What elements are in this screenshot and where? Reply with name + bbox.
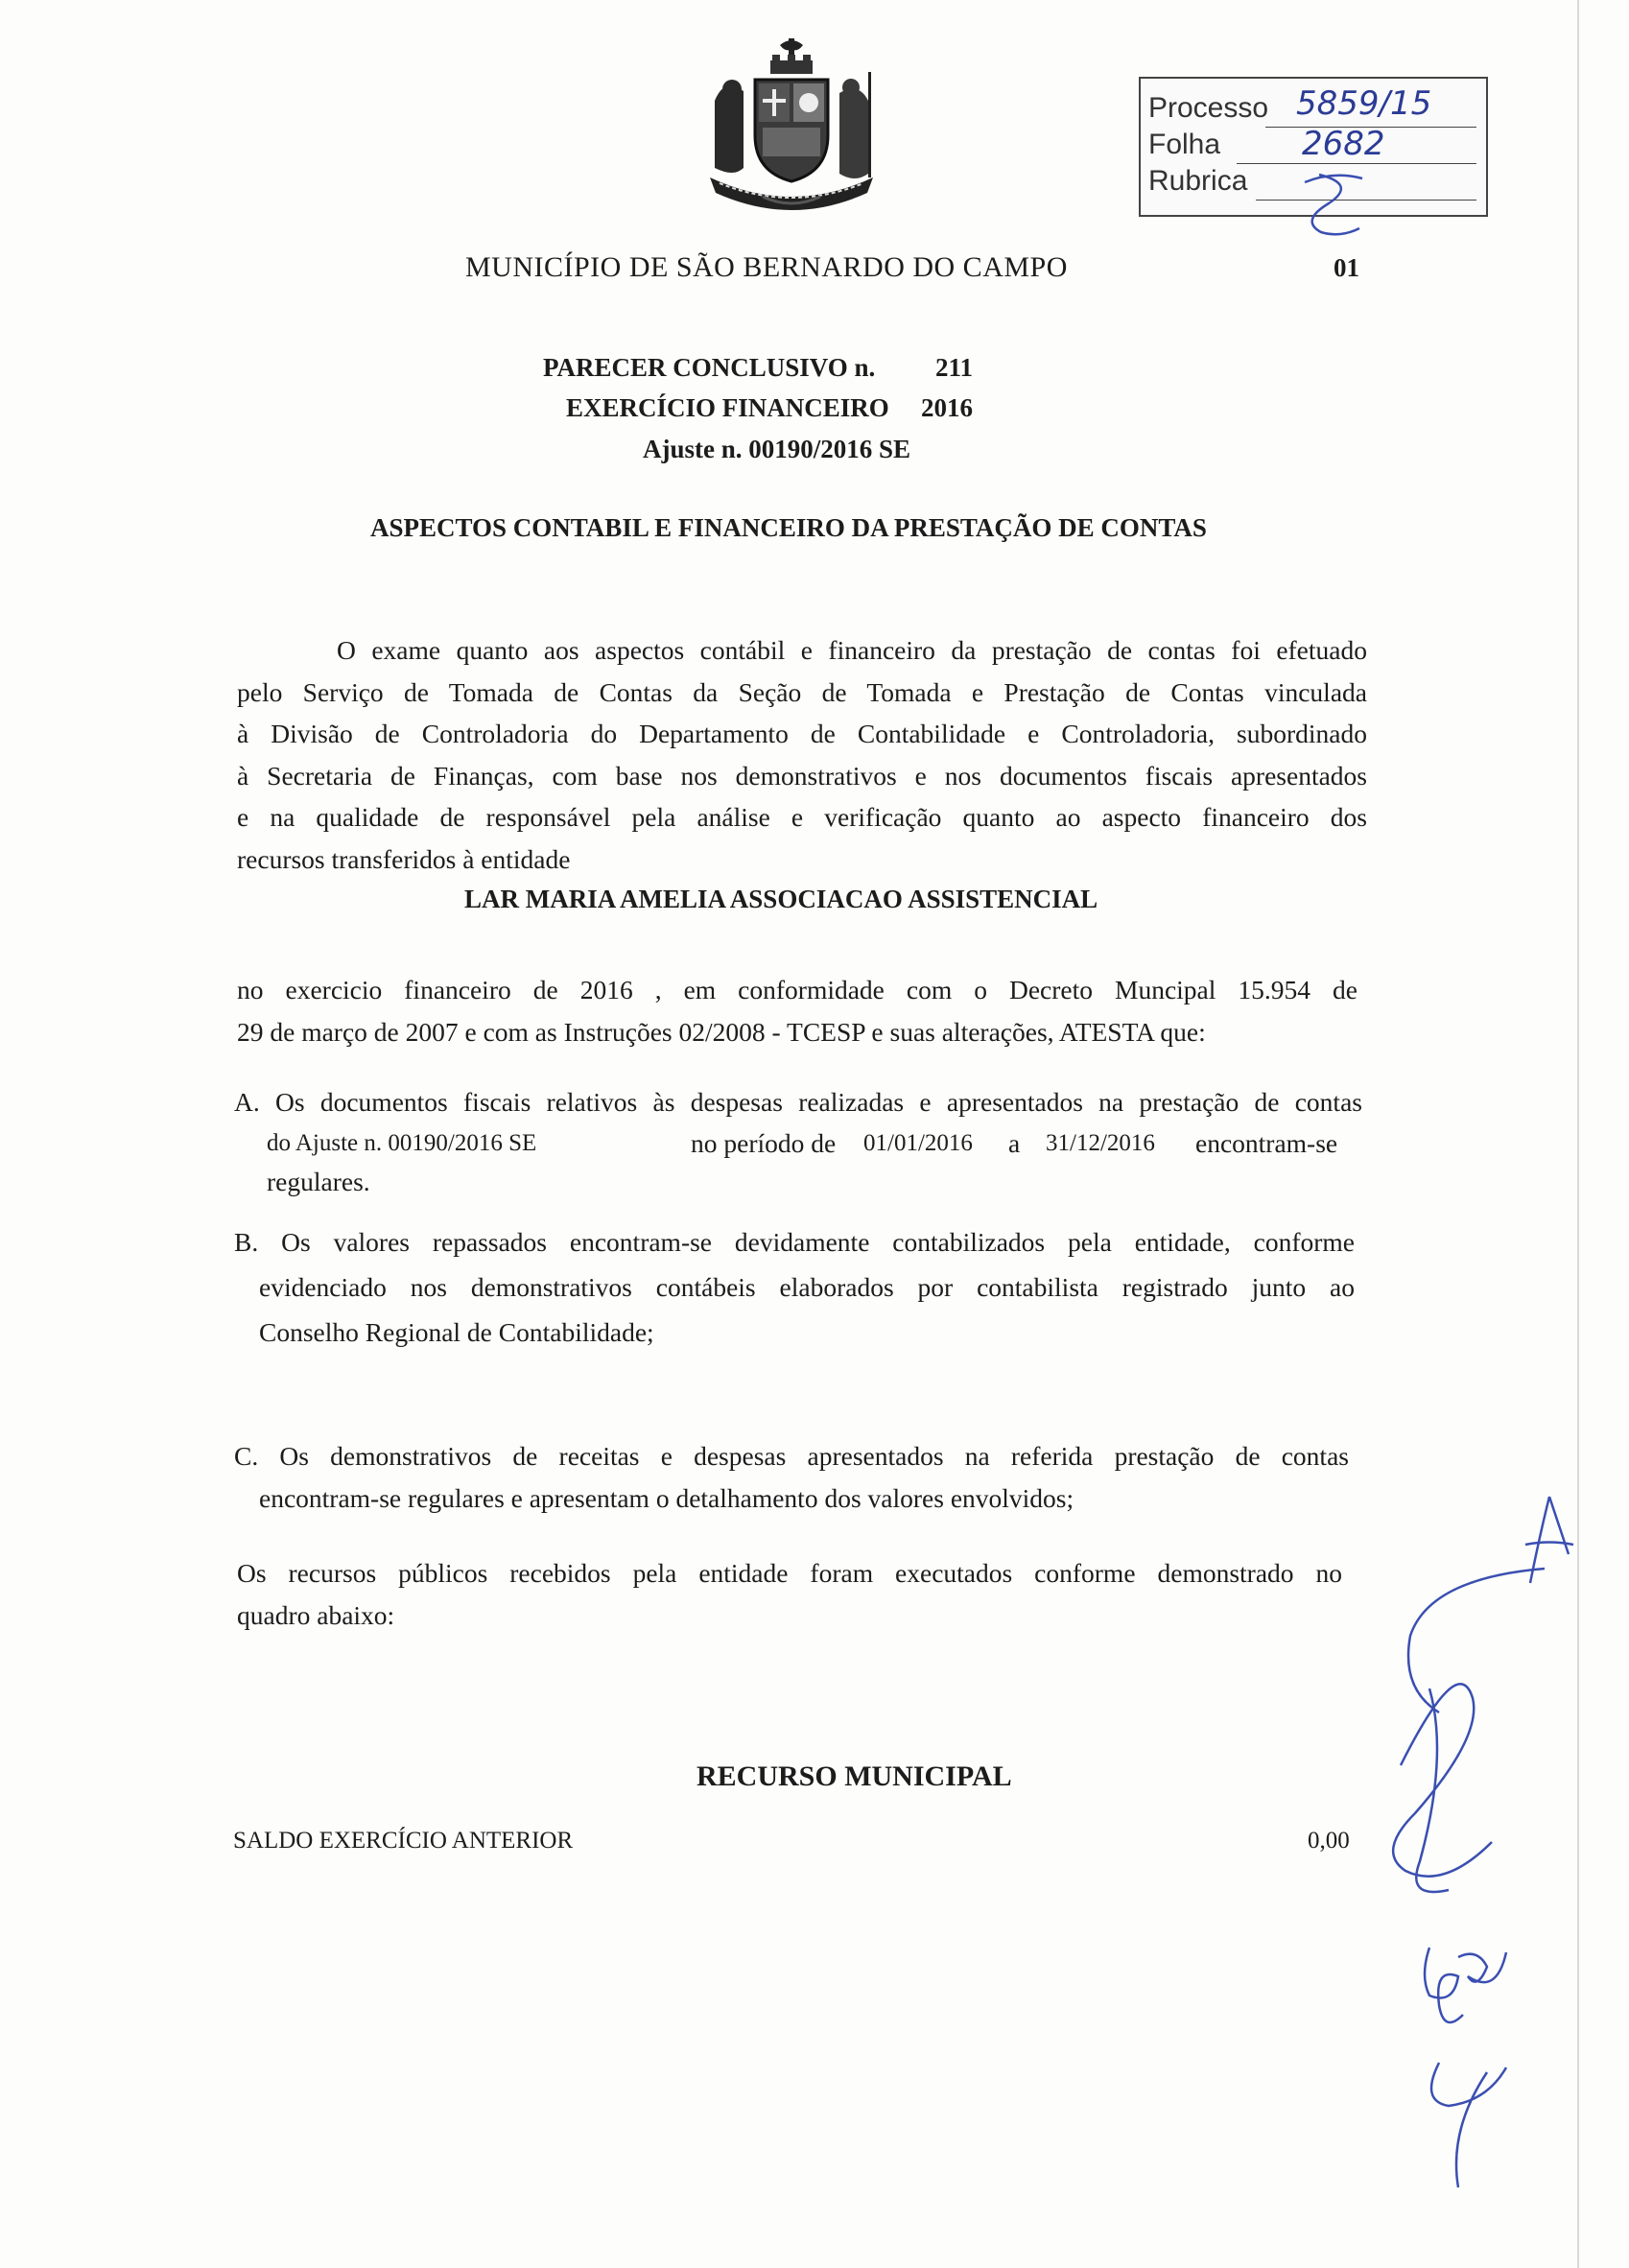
exercise-paragraph — [237, 969, 1358, 1052]
rubrica-label: Rubrica — [1148, 165, 1248, 197]
page-number: 01 — [1334, 253, 1359, 282]
intro-line: pelo Serviço de Tomada de Contas da Seção de Tomada e Prestação de Contas vinculada — [237, 676, 1367, 707]
item-c — [234, 1435, 1349, 1519]
item-a-line: A. Os documentos fiscais relativos às despesas realizadas e apresentados na prestação de contas — [234, 1087, 1362, 1117]
intro-paragraph — [237, 629, 1367, 880]
parecer-label: PARECER CONCLUSIVO n. — [543, 353, 876, 382]
saldo-value: 0,00 — [1308, 1828, 1350, 1854]
resources-line: quadro abaixo: — [237, 1599, 395, 1630]
processo-label: Processo — [1148, 92, 1269, 124]
item-b-line: Conselho Regional de Contabilidade; — [259, 1317, 654, 1347]
item-b-line: evidenciado nos demonstrativos contábeis elaborados por contabilista registrado junto ao — [259, 1272, 1355, 1302]
processo-handwritten: 5859/15 — [1296, 84, 1432, 123]
item-b — [234, 1219, 1355, 1355]
intro-line: à Secretaria de Finanças, com base nos demonstrativos e nos documentos fiscais apresentados — [237, 760, 1367, 791]
resources-line: Os recursos públicos recebidos pela entidade foram executados conforme demonstrado no — [237, 1558, 1342, 1588]
item-a-line: regulares. — [267, 1167, 370, 1196]
item-a-date-to: 31/12/2016 — [1046, 1130, 1155, 1156]
margin-signature — [1362, 1477, 1593, 2207]
item-a — [234, 1081, 1362, 1123]
ajuste-number: Ajuste n. 00190/2016 SE — [643, 435, 911, 463]
intro-line: à Divisão de Controladoria do Departamento de Contabilidade e Controladoria, subordinado — [237, 719, 1367, 748]
item-b-line: B. Os valores repassados encontram-se devidamente contabilizados pela entidade, conforme — [234, 1227, 1355, 1257]
intro-line: e na qualidade de responsável pela análise e verificação quanto ao aspecto financeiro dos — [237, 802, 1367, 832]
intro-line: recursos transferidos à entidade — [237, 843, 571, 874]
exercise-line: 29 de março de 2007 e com as Instruções 02/2008 - TCESP e suas alterações, ATESTA que: — [237, 1016, 1206, 1047]
municipality-header: MUNICÍPIO DE SÃO BERNARDO DO CAMPO — [465, 251, 1068, 283]
saldo-label: SALDO EXERCÍCIO ANTERIOR — [233, 1828, 574, 1854]
parecer-number: 211 — [935, 353, 974, 382]
exercicio-year: 2016 — [921, 393, 973, 422]
folha-handwritten: 2682 — [1302, 125, 1385, 163]
section-title: ASPECTOS CONTABIL E FINANCEIRO DA PRESTAÇÃO DE CONTAS — [370, 513, 1207, 542]
coat-of-arms-logo — [696, 34, 887, 221]
item-a-date-sep: a — [1008, 1128, 1021, 1158]
item-a-tail: encontram-se — [1195, 1128, 1338, 1158]
resources-paragraph — [237, 1552, 1342, 1636]
item-a-date-from: 01/01/2016 — [863, 1130, 973, 1156]
intro-line: O exame quanto aos aspectos contábil e financeiro da prestação de contas foi efetuado — [337, 635, 1367, 665]
entity-name: LAR MARIA AMELIA ASSOCIACAO ASSISTENCIAL — [464, 885, 1098, 913]
folha-label: Folha — [1148, 129, 1221, 160]
item-a-ajuste: do Ajuste n. 00190/2016 SE — [267, 1130, 537, 1156]
exercise-line: no exercicio financeiro de 2016 , em conformidade com o Decreto Muncipal 15.954 de — [237, 975, 1358, 1004]
item-c-line: encontram-se regulares e apresentam o detalhamento dos valores envolvidos; — [259, 1482, 1074, 1513]
item-a-periodo-label: no período de — [691, 1128, 837, 1158]
exercicio-label: EXERCÍCIO FINANCEIRO — [566, 393, 889, 422]
rubrica-signature — [1276, 154, 1391, 240]
item-c-line: C. Os demonstrativos de receitas e despesas apresentados na referida prestação de contas — [234, 1441, 1349, 1471]
recurso-title: RECURSO MUNICIPAL — [696, 1760, 1012, 1792]
